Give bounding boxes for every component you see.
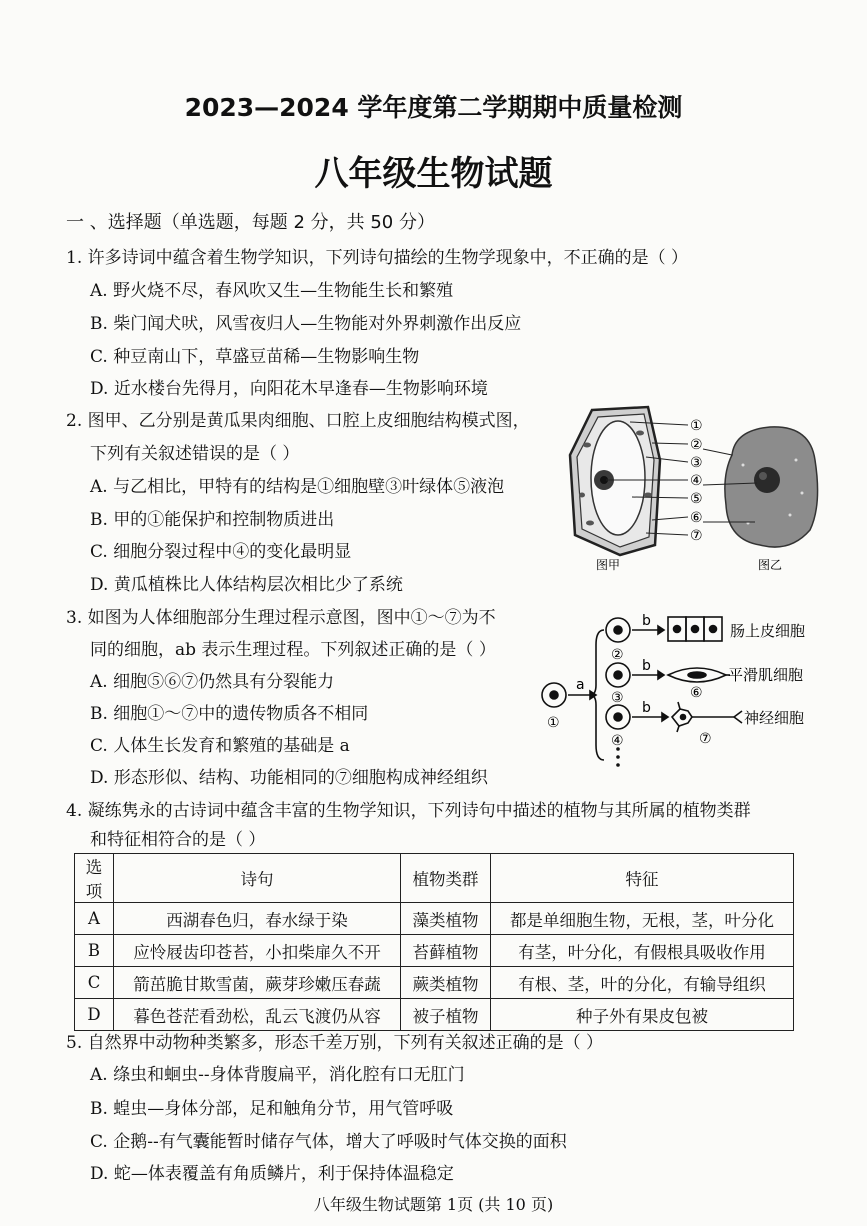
question-1-option-b: B. 柴门闻犬吠，风雪夜归人—生物能对外界刺激作出反应 (90, 314, 522, 334)
question-3-stem-line1: 3. 如图为人体细胞部分生理过程示意图，图中①～⑦为不 (66, 608, 496, 628)
question-2-stem-line1: 2. 图甲、乙分别是黄瓜果肉细胞、口腔上皮细胞结构模式图， (66, 411, 530, 431)
section-heading: 一 、选择题（单选题，每题 2 分，共 50 分） (66, 212, 435, 233)
table-cell: 有茎，叶分化，有假根具吸收作用 (491, 935, 794, 967)
question-2-option-b: B. 甲的①能保护和控制物质进出 (90, 510, 335, 530)
question-1-stem: 1. 许多诗词中蕴含着生物学知识，下列诗句描绘的生物学现象中，不正确的是（ ） (66, 248, 689, 268)
table-cell: 箭茁脆甘欺雪菌，蕨芽珍嫩压春蔬 (114, 967, 401, 999)
question-2-option-a: A. 与乙相比，甲特有的结构是①细胞壁③叶绿体⑤液泡 (90, 477, 505, 497)
table-cell: 有根、茎，叶的分化，有输导组织 (491, 967, 794, 999)
cell-label-3: ③ (611, 690, 624, 706)
cell-differentiation-figure (532, 605, 812, 775)
figure-label-1: ① (690, 418, 703, 434)
smooth-muscle-cell-label: 平滑肌细胞 (728, 666, 804, 684)
question-2-stem-line2: 下列有关叙述错误的是（ ） (90, 444, 300, 464)
table-cell: 被子植物 (401, 999, 491, 1031)
exam-subtitle: 2023—2024 学年度第二学期期中质量检测 (184, 93, 683, 122)
table-header-cell: 诗句 (114, 854, 401, 903)
intestinal-cell-label: 肠上皮细胞 (730, 622, 806, 640)
process-b-label-3: b (642, 700, 651, 716)
table-header-row (75, 854, 794, 903)
figure-caption-b: 图乙 (757, 558, 783, 572)
question-2-option-d: D. 黄瓜植株比人体结构层次相比少了系统 (90, 575, 403, 595)
table-header-cell: 特征 (491, 854, 794, 903)
cell-label-1: ① (547, 715, 560, 731)
question-3-option-b: B. 细胞①～⑦中的遗传物质各不相同 (90, 704, 369, 724)
question-1-option-c: C. 种豆南山下，草盛豆苗稀—生物影响生物 (90, 347, 420, 367)
question-5-option-a: A. 绦虫和蛔虫--身体背腹扁平，消化腔有口无肛门 (90, 1065, 465, 1085)
cell-label-6: ⑥ (690, 685, 703, 701)
table-row (75, 935, 794, 967)
question-4-stem-line2: 和特征相符合的是（ ） (90, 830, 266, 850)
exam-title: 八年级生物试题 (314, 154, 553, 194)
table-row (75, 999, 794, 1031)
figure-label-5: ⑤ (690, 491, 703, 507)
table-cell: D (75, 999, 114, 1031)
figure-label-6: ⑥ (690, 510, 703, 526)
question-3-stem-line2: 同的细胞，ab 表示生理过程。下列叙述正确的是（ ） (90, 640, 496, 660)
question-4-stem-line1: 4. 凝练隽永的古诗词中蕴含丰富的生物学知识，下列诗句中描述的植物与其所属的植物类群 (66, 801, 751, 821)
table-cell: 蕨类植物 (401, 967, 491, 999)
question-5-option-c: C. 企鹅--有气囊能暂时储存气体，增大了呼吸时气体交换的面积 (90, 1132, 567, 1152)
question-5-stem: 5. 自然界中动物种类繁多，形态千差万别，下列有关叙述正确的是（ ） (66, 1033, 604, 1053)
figure-label-7: ⑦ (690, 528, 703, 544)
nerve-cell-label: 神经细胞 (744, 709, 805, 727)
animal-cell-diagram (703, 427, 818, 547)
cell-label-4: ④ (611, 733, 624, 749)
cell-label-2: ② (611, 647, 624, 663)
table-cell: 苔藓植物 (401, 935, 491, 967)
table-cell: 藻类植物 (401, 903, 491, 935)
cell-label-7: ⑦ (699, 731, 712, 747)
question-1-option-d: D. 近水楼台先得月，向阳花木早逢春—生物影响环境 (90, 379, 488, 399)
figure-label-2: ② (690, 437, 703, 453)
question-3-option-a: A. 细胞⑤⑥⑦仍然具有分裂能力 (90, 672, 335, 692)
figure-caption-a: 图甲 (595, 558, 621, 572)
question-3-option-c: C. 人体生长发育和繁殖的基础是 a (90, 736, 350, 756)
figure-label-3: ③ (690, 455, 703, 471)
question-1-option-a: A. 野火烧不尽，春风吹又生—生物能生长和繁殖 (90, 281, 454, 301)
figure-label-4: ④ (690, 473, 703, 489)
table-header-cell: 植物类群 (401, 854, 491, 903)
table-cell: 西湖春色归，春水绿于染 (114, 903, 401, 935)
table-cell: 种子外有果皮包被 (491, 999, 794, 1031)
cell-structure-figure (560, 405, 820, 575)
table-cell: 暮色苍茫看劲松，乱云飞渡仍从容 (114, 999, 401, 1031)
question-2-option-c: C. 细胞分裂过程中④的变化最明显 (90, 542, 352, 562)
plant-classification-table (74, 853, 794, 1031)
table-cell: B (75, 935, 114, 967)
table-row (75, 967, 794, 999)
table-cell: C (75, 967, 114, 999)
process-a-label: a (576, 677, 585, 693)
process-b-label-1: b (642, 613, 651, 629)
question-3-option-d: D. 形态形似、结构、功能相同的⑦细胞构成神经组织 (90, 768, 488, 788)
page-footer: 八年级生物试题第 1页 (共 10 页) (313, 1195, 554, 1214)
table-row (75, 903, 794, 935)
process-b-label-2: b (642, 658, 651, 674)
plant-cell-diagram (570, 407, 688, 555)
table-cell: 都是单细胞生物，无根，茎，叶分化 (491, 903, 794, 935)
question-5-option-d: D. 蛇—体表覆盖有角质鳞片，利于保持体温稳定 (90, 1164, 454, 1184)
table-header-cell: 选项 (75, 854, 114, 903)
table-cell: A (75, 903, 114, 935)
table-cell: 应怜屐齿印苍苔，小扣柴扉久不开 (114, 935, 401, 967)
question-5-option-b: B. 蝗虫—身体分部，足和触角分节，用气管呼吸 (90, 1099, 454, 1119)
